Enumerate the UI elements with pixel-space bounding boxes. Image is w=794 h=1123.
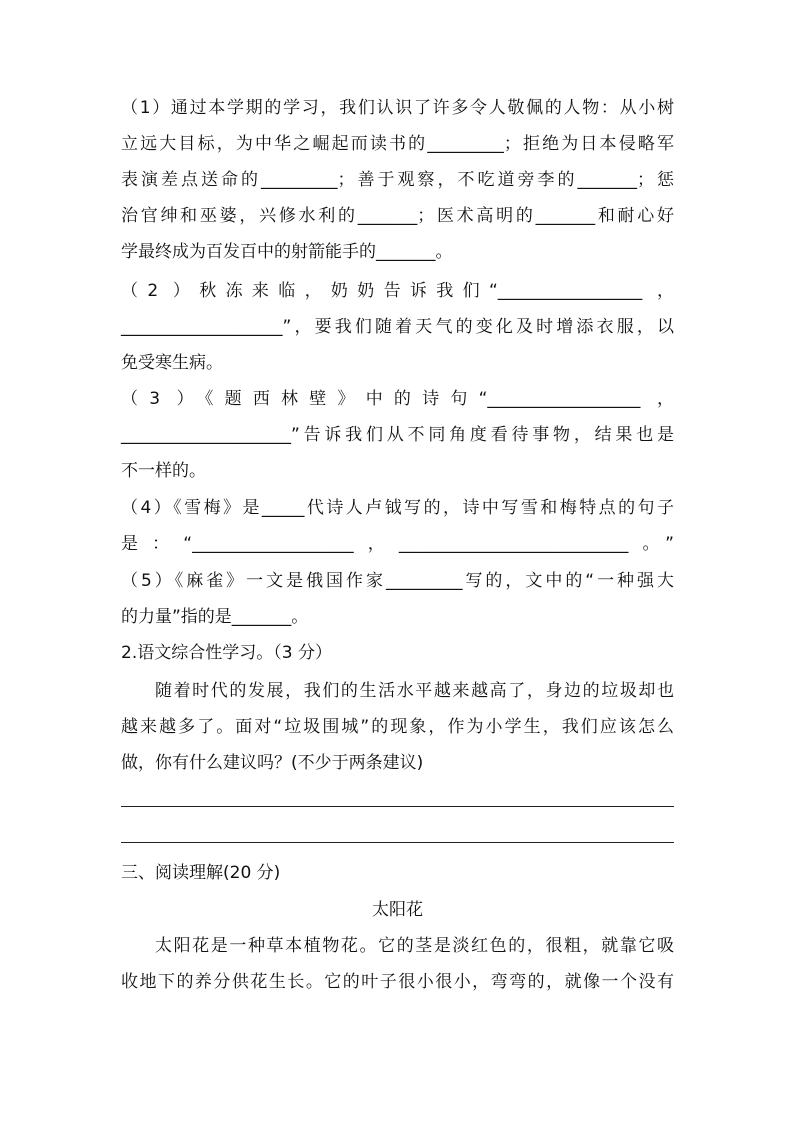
passage-title: 太阳花 [372, 900, 423, 920]
q2-line-2: ___________________”，要我们随着天气的变化及时增添衣服，以 [121, 317, 674, 337]
q5-line-1: （5）《麻雀》一文是俄国作家_________写的，文中的“一种强大 [121, 571, 674, 591]
q5-line-2: 的力量”指的是_______。 [121, 607, 309, 627]
q4-line-2: 是：“___________________，___________________________。” [121, 534, 674, 554]
section2-line-2: 越来越多了。面对“垃圾围城”的现象，作为小学生，我们应该怎么 [121, 717, 674, 737]
q3-line-2: ____________________”告诉我们从不同角度看待事物，结果也是 [121, 425, 674, 445]
q2-line-3: 免受寒生病。 [121, 353, 223, 373]
answer-line-1[interactable] [121, 806, 674, 807]
q4-line-1: （4）《雪梅》是_____代诗人卢钺写的，诗中写雪和梅特点的句子 [121, 498, 674, 518]
passage-line-2: 收地下的养分供花生长。它的叶子很小很小，弯弯的，就像一个没有 [121, 972, 674, 992]
q3-line-3: 不一样的。 [121, 461, 206, 481]
q1-line-1: （1）通过本学期的学习，我们认识了许多令人敬佩的人物：从小树 [121, 98, 674, 118]
q1-line-3: 表演差点送命的_________；善于观察，不吃道旁李的_______；惩 [121, 170, 674, 190]
answer-line-2[interactable] [121, 842, 674, 843]
q3-line-1: （3 ）《题西林壁》中的诗句“__________________ ， [121, 389, 674, 409]
section2-heading: 2.语文综合性学习。（3 分） [121, 643, 332, 663]
section2-line-1: 随着时代的发展，我们的生活水平越来越高了，身边的垃圾却也 [155, 681, 674, 701]
q1-line-5: 学最终成为百发百中的射箭能手的_______。 [121, 242, 453, 262]
q1-line-2: 立远大目标，为中华之崛起而读书的_________；拒绝为日本侵略军 [121, 134, 674, 154]
section2-line-3: 做，你有什么建议吗？(不少于两条建议) [121, 753, 424, 773]
q2-line-1: （2 ）秋冻来临，奶奶告诉我们“_________________ ， [121, 281, 674, 301]
section3-heading: 三、阅读理解(20 分) [121, 863, 281, 883]
passage-line-1: 太阳花是一种草本植物花。它的茎是淡红色的，很粗，就靠它吸 [155, 936, 674, 956]
q1-line-4: 治官绅和巫婆，兴修水利的_______；医术高明的_______和耐心好 [121, 206, 674, 226]
